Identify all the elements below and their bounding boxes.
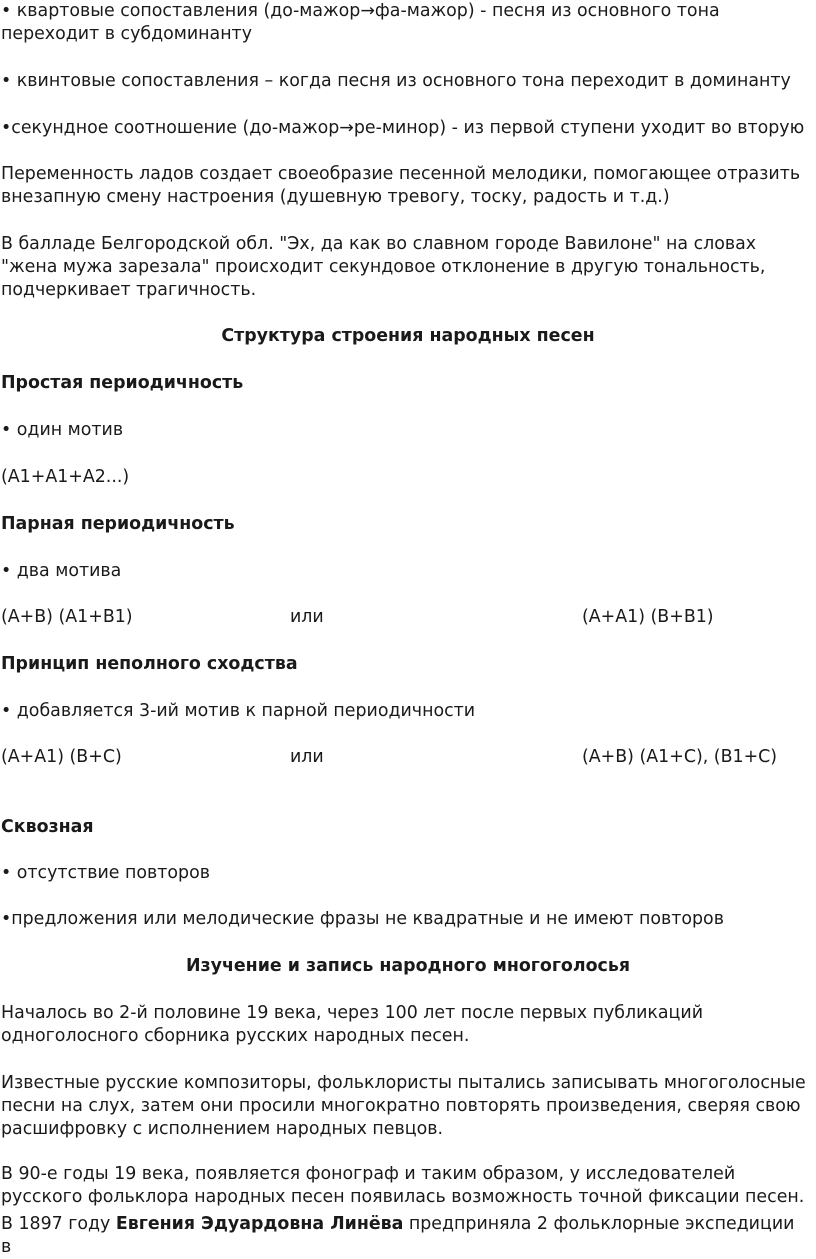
mode-variability-paragraph: Переменность ладов создает своеобразие песенной мелодики, помогающее отразить внезапную смену настроения (душевную тревогу, тоску, радость и т.д.) — [1, 164, 801, 207]
simple-periodicity-formula: (А1+А1+А2...) — [1, 467, 130, 487]
partial-formula-or: или — [290, 747, 324, 767]
through-composed-heading: Сквозная — [1, 817, 94, 837]
through-composed-bullet-2: •предложения или мелодические фразы не квадратные и не имеют повторов — [1, 909, 724, 929]
through-composed-bullet-1: • отсутствие повторов — [1, 863, 210, 883]
linyova-name: Евгения Эдуардовна Линёва — [115, 1214, 404, 1234]
partial-similarity-bullet: • добавляется 3-ий мотив к парной периодичности — [1, 701, 476, 721]
paired-periodicity-bullet: • два мотива — [1, 561, 122, 581]
paired-formula-right: (А+А1) (В+В1) — [582, 607, 714, 627]
polyphony-section-title: Изучение и запись народного многоголосья — [185, 956, 631, 976]
simple-periodicity-bullet: • один мотив — [1, 420, 124, 440]
polyphony-paragraph-1: Началось во 2-й половине 19 века, через 100 лет после первых публикаций одноголосного сборника русских народных песен. — [1, 1003, 703, 1046]
partial-formula-row — [1, 746, 810, 769]
structure-section-title: Структура строения народных песен — [221, 326, 595, 346]
polyphony-paragraph-2: Известные русские композиторы, фольклористы пытались записывать многоголосные песни на слух, затем они просили многократно повторять произведения, сверяя свою расшифровку с исполнением народных певцов. — [1, 1073, 806, 1139]
paired-formula-left: (А+В) (А1+В1) — [1, 607, 133, 627]
expedition-text-prefix: В 1897 году — [1, 1214, 116, 1234]
paired-formula-row — [1, 606, 810, 629]
polyphony-paragraph-4 — [1, 1213, 810, 1259]
quart-comparison-bullet: • квартовые сопоставления (до-мажор→фа-мажор) - песня из основного тона переходит в субдоминанту — [1, 1, 720, 44]
partial-similarity-heading: Принцип неполного сходства — [1, 654, 298, 674]
expedition-text-suffix: предприняла 2 фольклорные экспедиции в — [1, 1214, 795, 1257]
paired-formula-or: или — [290, 607, 324, 627]
partial-formula-left: (А+А1) (В+С) — [1, 747, 122, 767]
partial-formula-right: (А+В) (А1+С), (В1+С) — [582, 747, 778, 767]
polyphony-paragraph-3: В 90-е годы 19 века, появляется фонограф и таким образом, у исследователей русского фольклора народных песен появилась возможность точной фиксации песен. — [1, 1164, 805, 1207]
second-relation-bullet: •секундное соотношение (до-мажор→ре-минор) - из первой ступени уходит во вторую — [1, 118, 805, 138]
simple-periodicity-heading: Простая периодичность — [1, 373, 244, 393]
paired-periodicity-heading: Парная периодичность — [1, 514, 235, 534]
ballad-paragraph: В балладе Белгородской обл. "Эх, да как во славном городе Вавилоне" на словах "жена мужа зарезала" происходит секундовое отклонение в другую тональность, подчеркивает трагичность. — [1, 234, 766, 300]
quint-comparison-bullet: • квинтовые сопоставления – когда песня из основного тона переходит в доминанту — [1, 71, 791, 91]
